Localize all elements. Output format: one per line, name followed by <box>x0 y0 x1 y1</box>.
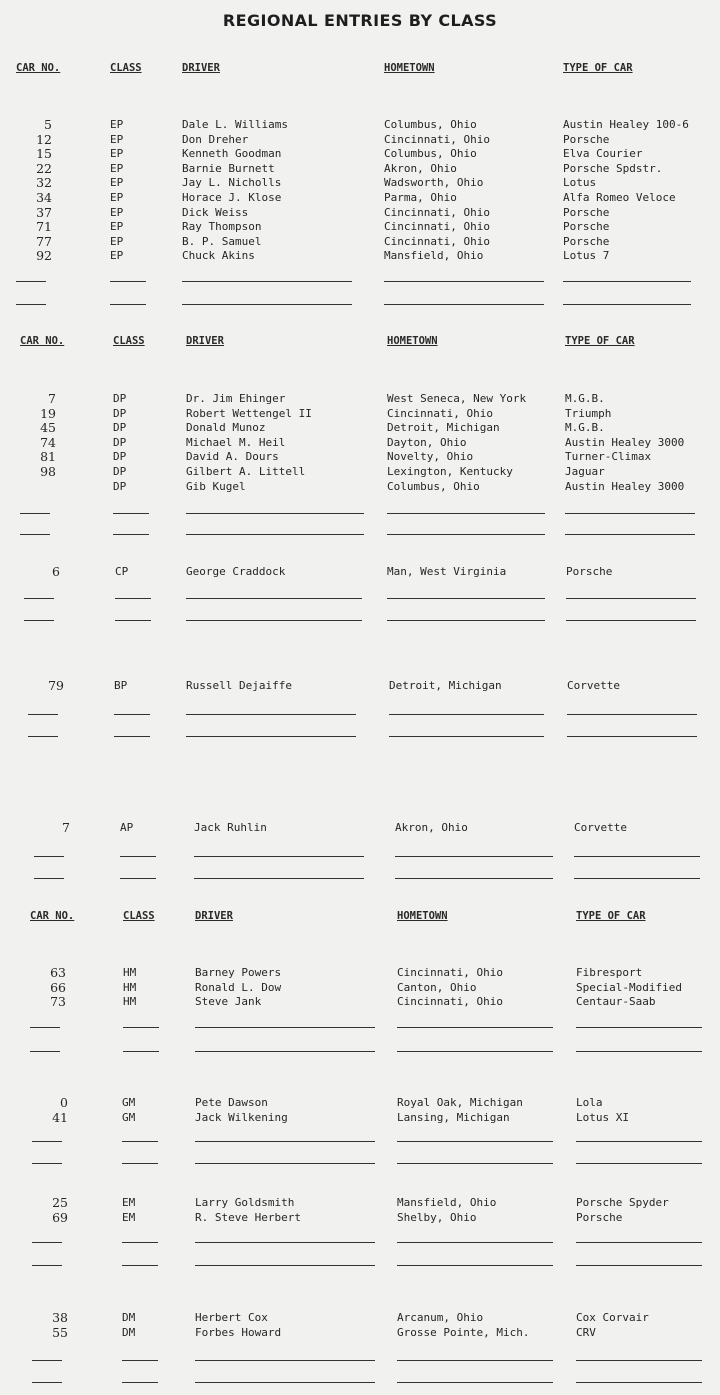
entry-driver: Dale L. Williams <box>182 118 288 131</box>
blank-entry-line <box>123 1027 159 1028</box>
entry-car-type: Porsche <box>576 1210 623 1224</box>
entry-hometown: Mansfield, Ohio <box>397 1196 497 1209</box>
blank-entry-line <box>194 856 364 857</box>
entry-car-type: Lotus <box>563 176 597 190</box>
entry-car-number: 34 <box>36 190 52 205</box>
entry-class: EP <box>110 191 124 204</box>
entry-driver: Gilbert A. Littell <box>186 465 306 478</box>
entry-car-type: M.G.B. <box>565 421 605 435</box>
blank-entry-line <box>186 736 356 737</box>
entry-hometown: Royal Oak, Michigan <box>397 1096 523 1109</box>
entry-hometown: Canton, Ohio <box>397 980 477 994</box>
blank-entry-line <box>122 1141 158 1142</box>
blank-entry-line <box>120 856 156 857</box>
blank-entry-line <box>195 1382 375 1383</box>
blank-entry-line <box>122 1360 158 1361</box>
blank-entry-line <box>182 304 352 305</box>
entry-class: HM <box>123 995 137 1009</box>
entry-driver: B. P. Samuel <box>182 234 262 248</box>
blank-entry-line <box>387 598 545 599</box>
entry-car-number: 6 <box>52 564 60 579</box>
blank-entry-line <box>32 1360 62 1361</box>
column-header-class: CLASS <box>123 910 155 922</box>
entry-car-type: Lotus 7 <box>563 249 610 263</box>
entry-class: DP <box>113 406 127 420</box>
entry-car-type: Porsche <box>563 220 610 234</box>
entry-driver: Barney Powers <box>195 966 282 979</box>
column-header-class: CLASS <box>110 62 142 74</box>
entry-car-number: 0 <box>60 1095 68 1110</box>
blank-entry-line <box>576 1242 702 1243</box>
entry-driver: Pete Dawson <box>195 1096 268 1109</box>
blank-entry-line <box>115 598 151 599</box>
entry-class: EP <box>110 161 124 175</box>
entry-driver: Jack Ruhlin <box>194 821 267 834</box>
entry-car-type: Lotus XI <box>576 1110 629 1124</box>
entry-class: EP <box>110 147 124 161</box>
blank-entry-line <box>395 856 553 857</box>
blank-entry-line <box>397 1051 553 1052</box>
entry-hometown: Cincinnati, Ohio <box>384 205 490 219</box>
blank-entry-line <box>122 1163 158 1164</box>
entry-driver: Michael M. Heil <box>186 435 286 449</box>
entry-car-number: 15 <box>36 146 52 162</box>
blank-entry-line <box>566 598 696 599</box>
entry-driver: Donald Munoz <box>186 421 266 435</box>
column-header-driver: DRIVER <box>182 62 220 74</box>
entry-car-type: Alfa Romeo Veloce <box>563 191 676 204</box>
column-header-class: CLASS <box>113 335 145 347</box>
column-header-driver: DRIVER <box>195 910 233 922</box>
entry-hometown: Cincinnati, Ohio <box>384 220 490 234</box>
entry-driver: David A. Dours <box>186 450 279 464</box>
entry-car-number: 32 <box>36 175 52 191</box>
entry-hometown: Mansfield, Ohio <box>384 249 484 263</box>
blank-entry-line <box>565 513 695 514</box>
entry-car-type: Austin Healey 3000 <box>565 435 685 449</box>
blank-entry-line <box>32 1382 62 1383</box>
blank-entry-line <box>576 1265 702 1266</box>
blank-entry-line <box>567 736 697 737</box>
entry-car-number: 19 <box>40 405 56 421</box>
entry-hometown: Columbus, Ohio <box>384 147 477 161</box>
column-header-car-type: TYPE OF CAR <box>565 335 635 347</box>
blank-entry-line <box>186 620 362 621</box>
blank-entry-line <box>397 1382 553 1383</box>
entry-car-number: 37 <box>36 204 52 220</box>
entry-car-type: Austin Healey 100-6 <box>563 118 689 131</box>
entry-car-type: Triumph <box>565 406 612 420</box>
entry-car-number: 92 <box>36 248 52 264</box>
entry-car-type: Porsche <box>563 132 610 146</box>
blank-entry-line <box>566 620 696 621</box>
entry-car-number: 81 <box>40 449 56 465</box>
blank-entry-line <box>186 534 364 535</box>
column-header-hometown: HOMETOWN <box>387 335 438 347</box>
blank-entry-line <box>20 534 50 535</box>
entry-car-type: Porsche Spdstr. <box>563 161 663 175</box>
blank-entry-line <box>195 1360 375 1361</box>
blank-entry-line <box>395 878 553 879</box>
blank-entry-line <box>576 1027 702 1028</box>
entry-car-type: Turner-Climax <box>565 450 652 464</box>
entry-class: BP <box>114 679 128 692</box>
blank-entry-line <box>576 1382 702 1383</box>
blank-entry-line <box>389 736 544 737</box>
blank-entry-line <box>122 1382 158 1383</box>
entry-car-number: 38 <box>52 1310 68 1325</box>
blank-entry-line <box>34 856 64 857</box>
entry-car-number: 73 <box>50 994 66 1010</box>
entry-car-type: Porsche <box>563 205 610 219</box>
entry-driver: Barnie Burnett <box>182 161 275 175</box>
entry-car-type: Fibresport <box>576 966 643 979</box>
entry-hometown: Columbus, Ohio <box>384 118 477 131</box>
blank-entry-line <box>122 1242 158 1243</box>
entry-hometown: Cincinnati, Ohio <box>397 966 503 979</box>
blank-entry-line <box>563 304 691 305</box>
entry-hometown: Cincinnati, Ohio <box>387 406 493 420</box>
entry-car-number: 77 <box>36 233 52 249</box>
entry-car-number: 45 <box>40 420 56 436</box>
column-header-hometown: HOMETOWN <box>384 62 435 74</box>
blank-entry-line <box>16 304 46 305</box>
blank-entry-line <box>384 304 544 305</box>
entry-class: GM <box>122 1110 136 1124</box>
entry-driver: Gib Kugel <box>186 479 246 493</box>
blank-entry-line <box>384 281 544 282</box>
entry-driver: R. Steve Herbert <box>195 1210 301 1224</box>
column-header-car-type: TYPE OF CAR <box>576 910 646 922</box>
entry-class: DM <box>122 1325 136 1339</box>
blank-entry-line <box>24 598 54 599</box>
blank-entry-line <box>30 1051 60 1052</box>
entry-hometown: Novelty, Ohio <box>387 450 474 464</box>
entry-hometown: Dayton, Ohio <box>387 435 467 449</box>
blank-entry-line <box>32 1141 62 1142</box>
column-header-car-number: CAR NO. <box>20 335 65 347</box>
entry-hometown: Detroit, Michigan <box>387 421 500 435</box>
entry-car-number: 55 <box>52 1324 68 1340</box>
blank-entry-line <box>576 1163 702 1164</box>
blank-entry-line <box>195 1265 375 1266</box>
blank-entry-line <box>110 281 146 282</box>
entry-hometown: Detroit, Michigan <box>389 679 502 692</box>
blank-entry-line <box>115 620 151 621</box>
blank-entry-line <box>186 598 362 599</box>
blank-entry-line <box>186 513 364 514</box>
blank-entry-line <box>576 1051 702 1052</box>
entry-car-number: 7 <box>48 391 56 406</box>
entry-driver: Jack Wilkening <box>195 1110 288 1124</box>
blank-entry-line <box>194 878 364 879</box>
entry-car-number: 41 <box>52 1109 68 1125</box>
entry-car-type: M.G.B. <box>565 392 605 405</box>
entry-driver: Larry Goldsmith <box>195 1196 295 1209</box>
entry-class: EM <box>122 1210 136 1224</box>
entry-hometown: Man, West Virginia <box>387 565 507 578</box>
entry-car-number: 79 <box>48 678 64 693</box>
blank-entry-line <box>389 714 544 715</box>
blank-entry-line <box>387 513 545 514</box>
entry-car-type: Porsche <box>563 234 610 248</box>
blank-entry-line <box>24 620 54 621</box>
blank-entry-line <box>110 304 146 305</box>
entry-class: EP <box>110 234 124 248</box>
entry-car-type: Austin Healey 3000 <box>565 479 685 493</box>
entry-class: DP <box>113 392 127 405</box>
entry-hometown: Grosse Pointe, Mich. <box>397 1325 530 1339</box>
entry-car-number: 74 <box>40 434 56 450</box>
entry-hometown: Akron, Ohio <box>395 821 468 834</box>
entry-car-type: Special-Modified <box>576 980 682 994</box>
entry-hometown: Columbus, Ohio <box>387 479 480 493</box>
entry-hometown: Lansing, Michigan <box>397 1110 510 1124</box>
blank-entry-line <box>397 1265 553 1266</box>
entry-class: GM <box>122 1096 136 1109</box>
blank-entry-line <box>397 1163 553 1164</box>
entry-driver: Don Dreher <box>182 132 249 146</box>
column-header-hometown: HOMETOWN <box>397 910 448 922</box>
entry-class: CP <box>115 565 129 578</box>
blank-entry-line <box>28 714 58 715</box>
entry-car-number: 69 <box>52 1209 68 1225</box>
entry-car-type: Lola <box>576 1096 603 1109</box>
blank-entry-line <box>563 281 691 282</box>
blank-entry-line <box>397 1360 553 1361</box>
column-header-driver: DRIVER <box>186 335 224 347</box>
entry-car-number: 7 <box>62 820 70 835</box>
entry-car-type: Porsche <box>566 565 613 578</box>
entry-car-type: Cox Corvair <box>576 1311 649 1324</box>
blank-entry-line <box>576 1141 702 1142</box>
blank-entry-line <box>32 1265 62 1266</box>
blank-entry-line <box>574 856 700 857</box>
entry-hometown: Cincinnati, Ohio <box>384 234 490 248</box>
entry-driver: Jay L. Nicholls <box>182 176 282 190</box>
blank-entry-line <box>186 714 356 715</box>
entry-car-type: Jaguar <box>565 465 605 478</box>
column-header-car-number: CAR NO. <box>30 910 75 922</box>
entry-hometown: Lexington, Kentucky <box>387 465 513 478</box>
entry-class: HM <box>123 966 137 979</box>
entry-hometown: Cincinnati, Ohio <box>384 132 490 146</box>
blank-entry-line <box>195 1242 375 1243</box>
entry-car-number: 71 <box>36 219 52 235</box>
entry-driver: Ray Thompson <box>182 220 262 234</box>
entry-driver: Steve Jank <box>195 995 262 1009</box>
entry-driver: Horace J. Klose <box>182 191 282 204</box>
entry-class: DP <box>113 465 127 478</box>
blank-entry-line <box>113 534 149 535</box>
blank-entry-line <box>565 534 695 535</box>
blank-entry-line <box>195 1051 375 1052</box>
blank-entry-line <box>113 513 149 514</box>
entry-class: EP <box>110 249 124 263</box>
entry-hometown: Wadsworth, Ohio <box>384 176 484 190</box>
entry-hometown: Parma, Ohio <box>384 191 457 204</box>
entry-hometown: Cincinnati, Ohio <box>397 995 503 1009</box>
blank-entry-line <box>387 620 545 621</box>
entry-class: DP <box>113 435 127 449</box>
blank-entry-line <box>34 878 64 879</box>
entry-car-type: Elva Courier <box>563 147 643 161</box>
entry-class: EP <box>110 118 124 131</box>
blank-entry-line <box>114 714 150 715</box>
entry-driver: Dr. Jim Ehinger <box>186 392 286 405</box>
blank-entry-line <box>20 513 50 514</box>
entry-class: EM <box>122 1196 136 1209</box>
blank-entry-line <box>28 736 58 737</box>
page-title: REGIONAL ENTRIES BY CLASS <box>222 11 498 30</box>
blank-entry-line <box>32 1242 62 1243</box>
entry-driver: Chuck Akins <box>182 249 255 263</box>
entry-class: DP <box>113 450 127 464</box>
entry-car-number: 63 <box>50 965 66 980</box>
blank-entry-line <box>114 736 150 737</box>
entry-hometown: Shelby, Ohio <box>397 1210 477 1224</box>
entry-car-number: 98 <box>40 464 56 479</box>
blank-entry-line <box>32 1163 62 1164</box>
blank-entry-line <box>182 281 352 282</box>
entry-class: DM <box>122 1311 136 1324</box>
entry-class: EP <box>110 176 124 190</box>
entry-class: EP <box>110 205 124 219</box>
entry-car-number: 66 <box>50 979 66 995</box>
entry-car-number: 22 <box>36 160 52 176</box>
blank-entry-line <box>567 714 697 715</box>
entry-car-type: Corvette <box>567 679 620 692</box>
blank-entry-line <box>195 1141 375 1142</box>
entry-car-number: 12 <box>36 131 52 147</box>
entry-car-type: Porsche Spyder <box>576 1196 669 1209</box>
entry-car-type: Centaur-Saab <box>576 995 656 1009</box>
entry-driver: Forbes Howard <box>195 1325 282 1339</box>
blank-entry-line <box>397 1027 553 1028</box>
blank-entry-line <box>16 281 46 282</box>
entry-car-number: 5 <box>44 117 52 132</box>
entry-driver: Kenneth Goodman <box>182 147 282 161</box>
entry-class: HM <box>123 980 137 994</box>
entry-car-type: Corvette <box>574 821 627 834</box>
column-header-car-type: TYPE OF CAR <box>563 62 633 74</box>
blank-entry-line <box>30 1027 60 1028</box>
entry-class: DP <box>113 479 127 493</box>
blank-entry-line <box>195 1027 375 1028</box>
entry-class: EP <box>110 220 124 234</box>
entry-driver: Herbert Cox <box>195 1311 268 1324</box>
blank-entry-line <box>576 1360 702 1361</box>
blank-entry-line <box>574 878 700 879</box>
entry-car-number: 25 <box>52 1195 68 1210</box>
blank-entry-line <box>123 1051 159 1052</box>
entry-hometown: Arcanum, Ohio <box>397 1311 484 1324</box>
blank-entry-line <box>397 1242 553 1243</box>
entry-hometown: Akron, Ohio <box>384 161 457 175</box>
entry-driver: Robert Wettengel II <box>186 406 312 420</box>
entry-driver: George Craddock <box>186 565 286 578</box>
entry-hometown: West Seneca, New York <box>387 392 527 405</box>
entry-driver: Ronald L. Dow <box>195 980 282 994</box>
entry-class: AP <box>120 821 134 834</box>
entry-car-type: CRV <box>576 1325 596 1339</box>
entry-driver: Dick Weiss <box>182 205 249 219</box>
column-header-car-number: CAR NO. <box>16 62 61 74</box>
blank-entry-line <box>120 878 156 879</box>
entry-class: DP <box>113 421 127 435</box>
blank-entry-line <box>122 1265 158 1266</box>
entry-driver: Russell Dejaiffe <box>186 679 292 692</box>
blank-entry-line <box>195 1163 375 1164</box>
blank-entry-line <box>397 1141 553 1142</box>
entry-class: EP <box>110 132 124 146</box>
blank-entry-line <box>387 534 545 535</box>
